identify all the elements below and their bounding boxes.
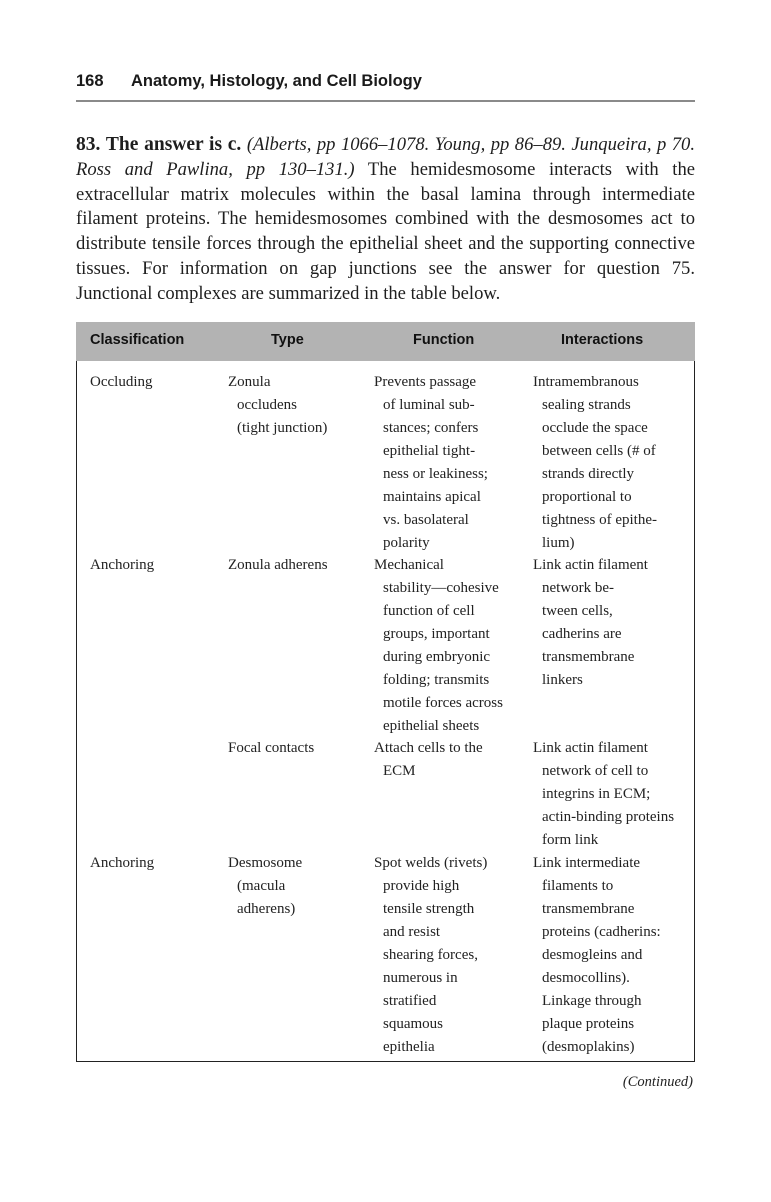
table-line: transmembrane [542, 901, 635, 917]
table-line: filaments to [542, 878, 614, 894]
table-line: squamous [383, 1016, 443, 1032]
table-line: Spot welds (rivets) [374, 855, 488, 871]
table-line: strands directly [542, 466, 635, 482]
table-line: groups, important [383, 626, 490, 642]
table-line: and resist [383, 924, 441, 940]
table-line: Mechanical [374, 557, 444, 573]
header-classification: Classification [90, 332, 185, 348]
table-line: during embryonic [383, 649, 491, 665]
question-number: 83. [76, 134, 101, 155]
table-line: tightness of epithe- [542, 512, 657, 528]
table-line: numerous in [383, 970, 458, 986]
row-desmosome-interactions [533, 852, 661, 1059]
table-line: stability—cohesive [383, 580, 499, 596]
table-line: Attach cells to the [374, 740, 483, 756]
table-line: (tight junction) [237, 420, 328, 436]
references: (Alberts, pp 1066–1078. Young, pp 86–89. Junqueira, p 70. Ross and Pawlina, pp 130–131.) [76, 134, 695, 180]
table-line: Prevents passage [374, 374, 477, 390]
table-line: between cells (# of [542, 443, 656, 459]
table-line: maintains apical [383, 489, 481, 505]
row-zonula-adherens-function [374, 554, 503, 738]
table-header [76, 322, 695, 361]
page-number: 168 [76, 72, 104, 90]
table-line: Link intermediate [533, 855, 641, 871]
row-zonula-adherens-type [228, 554, 328, 577]
header-type: Type [271, 332, 304, 348]
table-line: ECM [383, 763, 416, 779]
continued-note: (Continued) [622, 1074, 693, 1090]
table-line: (desmoplakins) [542, 1039, 635, 1055]
table-line: epithelial sheets [383, 718, 480, 734]
table-line: integrins in ECM; [542, 786, 651, 802]
table-line: Link actin filament [533, 557, 648, 573]
table-line: epithelia [383, 1039, 435, 1055]
answer-paragraph [76, 133, 695, 307]
row-desmosome-type [228, 852, 302, 921]
row-focal-contacts-interactions [533, 737, 674, 852]
table-line: occludens [237, 397, 297, 413]
header-function: Function [413, 332, 475, 348]
table-line: linkers [542, 672, 583, 688]
table-line: (macula [237, 878, 286, 894]
table-line: epithelial tight- [383, 443, 476, 459]
table-line: tensile strength [383, 901, 475, 917]
row-focal-contacts-function [374, 737, 483, 783]
table-line: Zonula adherens [228, 557, 328, 573]
table-line: Intramembranous [533, 374, 639, 390]
answer-body: The hemidesmosome interacts with the extracellular matrix molecules within the basal lamina through intermediate filament proteins. The hemidesmosomes combined with the desmosomes act to distribute tensile forces through the epithelial sheet and the supporting connective tissues. For information on gap junctions see the answer for question 75. Junctional complexes are summarized in the table below. [76, 158, 695, 304]
book-title: Anatomy, Histology, and Cell Biology [131, 72, 422, 90]
table-line: Linkage through [542, 993, 642, 1009]
table-line: occlude the space [542, 420, 648, 436]
table-line: of luminal sub- [383, 397, 475, 413]
header-interactions: Interactions [561, 332, 644, 348]
table-line: adherens) [237, 901, 296, 917]
table-line: tween cells, [542, 603, 613, 619]
table-line: vs. basolateral [383, 512, 469, 528]
table-line: sealing strands [542, 397, 631, 413]
row-zonula-adherens-classification: Anchoring [90, 557, 155, 573]
row-occluding-interactions [533, 371, 657, 555]
row-zonula-adherens-interactions [533, 554, 648, 692]
table-line: actin-binding proteins [542, 809, 675, 825]
table-line: ness or leakiness; [383, 466, 488, 482]
table-line: transmembrane [542, 649, 635, 665]
table-line: provide high [383, 878, 460, 894]
table-line: plaque proteins [542, 1016, 635, 1032]
row-focal-contacts-type [228, 737, 314, 760]
running-header [76, 70, 695, 102]
table-line: Desmosome [228, 855, 303, 871]
table-line: polarity [383, 535, 430, 551]
answer-label: The answer is c. [105, 134, 242, 155]
table-line: Zonula [228, 374, 271, 390]
table-line: shearing forces, [383, 947, 478, 963]
table-line: desmocollins). [542, 970, 630, 986]
table-line: proportional to [542, 489, 632, 505]
table-line: Link actin filament [533, 740, 648, 756]
table-line: function of cell [383, 603, 475, 619]
table-line: stratified [383, 993, 437, 1009]
table-line: lium) [542, 535, 575, 551]
junctional-complex-table [76, 322, 695, 1062]
table-line: motile forces across [383, 695, 503, 711]
table-line: network of cell to [542, 763, 649, 779]
row-occluding-function [374, 371, 488, 555]
table-line: Focal contacts [228, 740, 315, 756]
table-line: network be- [542, 580, 615, 596]
table-line: stances; confers [383, 420, 479, 436]
row-occluding-classification: Occluding [90, 374, 153, 390]
table-line: desmogleins and [542, 947, 643, 963]
table-line: cadherins are [542, 626, 622, 642]
table-line: folding; transmits [383, 672, 490, 688]
row-occluding-type [228, 371, 327, 440]
row-desmosome-function [374, 852, 487, 1059]
table-line: proteins (cadherins: [542, 924, 661, 940]
table-line: form link [542, 832, 599, 848]
row-desmosome-classification: Anchoring [90, 855, 155, 871]
